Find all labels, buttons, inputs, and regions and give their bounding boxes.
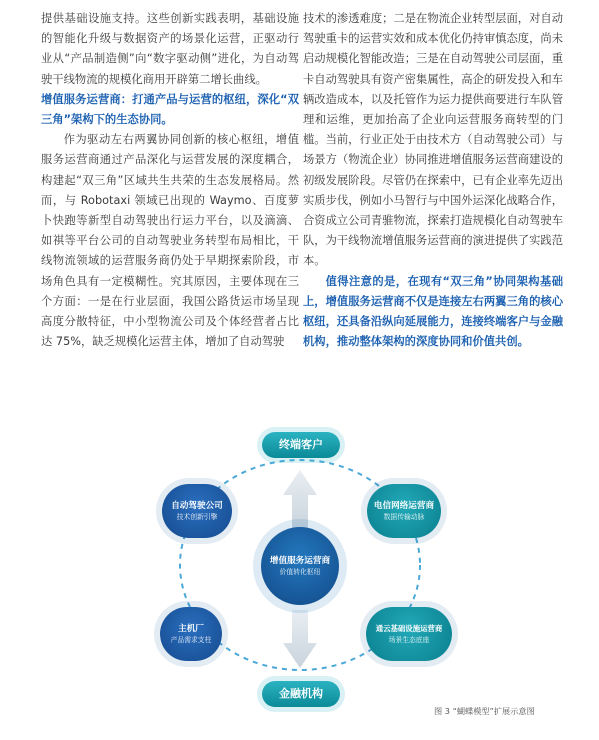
right-paragraph-1: 技术的渗透难度；二是在物流企业转型层面，对自动驾驶重卡的运营实效和成本优化仍持审慎态度，尚未启动规模化智能改造；三是在自动驾驶公司层面，重卡自动驾驶具有资产密集属性，高企的研发投入和车辆改造成本，以及托管作为运力提供商要进行车队管理和运维，更加抬高了企业向运营服务商转型的门槛。当前，行业正处于由技术方（自动驾驶公司）与场景方（物流企业）协同推进增值服务运营商建设的初级发展阶段。尽管仍在探索中，已有企业率先迈出实质步伐，例如小马智行与中国外运深化战略合作，合资成立公司青骓物流，探索打造规模化自动驾驶车队，为干线物流增值服务运营商的演进提供了实践范本。 [303, 12, 563, 268]
center-subtitle: 价值转化枢纽 [279, 568, 321, 576]
right-paragraph-2: 值得注意的是，在现有“双三角”协同架构基础上，增值服务运营商不仅是连接左右两翼三角的核心枢纽，还具备沿纵向延展能力，连接终端客户与金融机构，推动整体架构的深度协同和价值共创。 [303, 274, 563, 349]
lower-left-title: 主机厂 [178, 624, 204, 634]
upper-right-subtitle: 数据传输动脉 [383, 513, 425, 521]
node-upper-left-ad-company [162, 484, 232, 538]
node-top-label: 终端客户 [279, 438, 323, 451]
lower-right-title: 通云基础设施运营商 [375, 624, 443, 633]
upper-right-title: 电信网络运营商 [373, 501, 435, 511]
left-paragraph-2: 作为驱动左右两翼协同创新的核心枢纽，增值服务运营商通过产品深化与运营发展的深度耦合，构建起“双三角”区域共生共荣的生态发展格局。然而，与 Robotaxi 领域已出现的 Waymo、百度萝卜快跑等新型自动驾驶出行运力平台，以及滴滴、如祺等平台公司的自动驾驶业务转型布局相比，干线物流领域的运营服务商仍处于早期探索阶段，市场角色具有一定模糊性。究其原因，主要体现在三个方面：一是在行业层面，我国公路货运市场呈现高度分散特征，中小型物流公司及个体经营者占比达 75%，缺乏规模化运营主体，增加了自动驾驶 [41, 133, 299, 349]
node-lower-right-infra [366, 607, 452, 661]
node-bottom-financial-institutions [262, 681, 340, 707]
node-upper-right-telecom [367, 484, 441, 538]
upper-left-title: 自动驾驶公司 [171, 501, 223, 511]
center-title: 增值服务运营商 [269, 556, 331, 566]
figure-caption: 图 3 “蝴蝶模型”扩展示意图 [434, 706, 535, 716]
node-bottom-label: 金融机构 [279, 687, 323, 700]
node-top-terminal-customers [262, 432, 340, 458]
lower-right-subtitle: 场景生态底座 [388, 636, 430, 644]
section-heading: 增值服务运营商：打通产品与运营的枢纽，深化“双三角”架构下的生态协同。 [41, 92, 299, 127]
node-center-vas-operator [261, 527, 339, 605]
down-arrow [283, 610, 317, 668]
left-paragraph-1: 提供基础设施支持。这些创新实践表明，基础设施的智能化升级与数据资产的场景化运营，正驱动行业从“产品制造侧”向“数字驱动侧”进化，为自动驾驶干线物流的规模化商用开辟第二增长曲线。 [41, 12, 299, 86]
lower-left-subtitle: 产品需求支柱 [170, 636, 212, 644]
up-arrow [283, 470, 317, 530]
upper-left-subtitle: 技术创新引擎 [176, 513, 218, 521]
node-lower-left-oem [160, 607, 222, 661]
